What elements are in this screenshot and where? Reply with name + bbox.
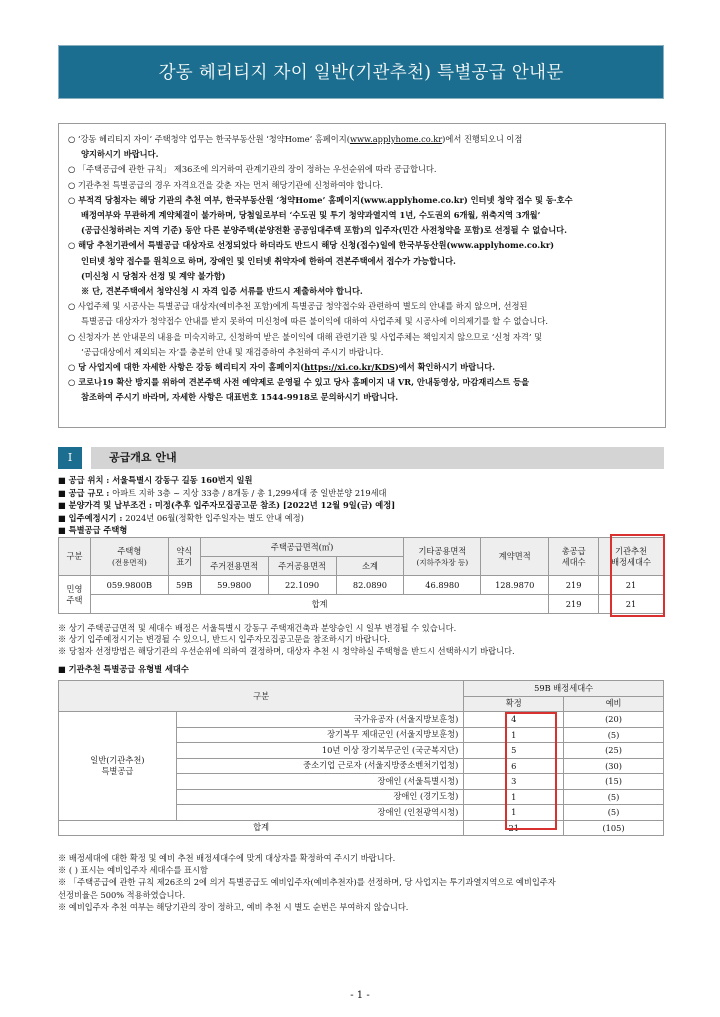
notice-line-2: 양지하시기 바랍니다. — [81, 149, 159, 160]
note-7: 선정비율은 500% 적용하였습니다. — [58, 889, 186, 900]
t2-header-gubun: 구분 — [59, 681, 464, 712]
supply-info — [58, 474, 664, 537]
t2-row-label: 장애인 (서울특별시청) — [176, 774, 464, 790]
notice-line-4: ○ 기관추천 특별공급의 경우 자격요건을 갖춘 자는 먼저 해당기관에 신청하여야 합니다. — [68, 179, 383, 190]
t1-header-common: 주거공용면적 — [268, 557, 336, 576]
t1-cell-type: 059.9800B — [90, 576, 168, 595]
xi-homepage-link[interactable]: https://xi.co.kr/KDS — [304, 362, 395, 373]
t1-header-subtotal: 소계 — [336, 557, 404, 576]
notice-line-18: 참조하여 주시기 바라며, 자세한 사항은 대표번호 1544-9918로 문의하시기 바랍니다. — [81, 392, 399, 403]
info-house-type: ■ 특별공급 주택형 — [58, 525, 128, 535]
notice-line-15: ‘공급대상에서 제외되는 자’를 충분히 안내 및 재검증하여 추천하여 주시기 바랍니다. — [81, 346, 384, 357]
note-4: ※ 배정세대에 대한 확정 및 예비 추천 배정세대수에 맞게 대상자를 확정하여 주시기 바랍니다. — [58, 853, 396, 863]
notice-line-8: ○ 해당 추천기관에서 특별공급 대상자로 선정되었다 하더라도 반드시 해당 신청(접수)일에 한국부동산원(www.applyhome.co.kr) — [68, 240, 555, 251]
notice-line-12: ○ 사업주체 및 시공사는 특별공급 대상자(예비추천 포함)에게 특별공급 청약접수와 관련하여 별도의 안내를 하지 않으며, 선정된 — [68, 301, 528, 312]
allocation-table — [58, 680, 664, 836]
notice-line-5: ○ 부적격 당첨자는 해당 기관의 추천 여부, 한국부동산원 ‘청약Home’ 홈페이지(www.applyhome.co.kr) 인터넷 청약 접수 및 동·호수 — [68, 194, 573, 205]
t2-row-confirm: 4 — [464, 712, 564, 728]
note-6: ※ 「주택공급에 관한 규칙 제26조의 2에 의거 특별공급도 예비입주자(예비추천자)를 선정하며, 당 사업지는 투기과열지역으로 예비입주자 — [58, 877, 556, 888]
note-1: ※ 상기 주택공급면적 및 세대수 배정은 서울특별시 강동구 주택재건축과 분양승인 시 일부 변경될 수 있습니다. — [58, 623, 457, 633]
t2-row-reserve: (15) — [564, 774, 664, 790]
notice-line-7: (공급신청하려는 지역 기준) 동안 다른 분양주택(분양전환 공공임대주택 포함)의 입주자(민간 사전청약을 포함)로 선정될 수 없습니다. — [81, 225, 568, 236]
section-title: 공급개요 안내 — [91, 447, 664, 469]
t1-cell-common: 22.1090 — [268, 576, 336, 595]
info-move-in: ■ 입주예정시기 : 2024년 06월(정확한 입주일자는 별도 안내 예정) — [58, 512, 304, 523]
section-header — [58, 447, 664, 469]
t1-header-inst: 기관추천 배정세대수 — [599, 538, 664, 576]
t2-row-reserve: (5) — [564, 727, 664, 743]
notice-line-11: ※ 단, 견본주택에서 청약신청 시 자격 입증 서류를 반드시 제출하셔야 합니다. — [81, 286, 363, 297]
t1-header-total: 총공급 세대수 — [549, 538, 599, 576]
notice-line-6: 배정여부와 무관하게 계약체결이 불가하며, 당첨일로부터 ‘수도권 및 투기 청약과열지역 1년, 수도권외 6개월, 위축지역 3개월’ — [81, 210, 541, 221]
t1-header-abbr: 약식 표기 — [168, 538, 200, 576]
t2-sum-confirm: 21 — [464, 820, 564, 836]
t2-row-label: 장기복무 제대군인 (서울지방보훈청) — [176, 727, 464, 743]
notice-line-3: ○ 「주택공급에 관한 규칙」 제36조에 의거하여 관계기관의 장이 정하는 우선순위에 따라 공급합니다. — [68, 164, 437, 175]
t2-header-reserve: 예비 — [564, 696, 664, 712]
t1-header-contract: 계약면적 — [481, 538, 549, 576]
notice-line-13: 특별공급 대상자가 청약접수 안내를 받지 못하여 미신청에 따른 불이익에 대하여 사업주체 및 시공사에 이의제기를 할 수 없습니다. — [81, 316, 548, 327]
note-8: ※ 예비입주자 추천 여부는 해당기관의 장이 정하고, 예비 추천 시 별도 순번은 부여하지 않습니다. — [58, 901, 409, 912]
info-location: ■ 공급 위치 : 서울특별시 강동구 길동 160번지 일원 — [58, 475, 253, 485]
info-scale: ■ 공급 규모 : 아파트 지하 3층 ~ 지상 33층 / 8개동 / 총 1,299세대 중 일반분양 219세대 — [58, 487, 387, 498]
t2-row-confirm: 1 — [464, 789, 564, 805]
t2-header-group: 59B 배정세대수 — [464, 681, 664, 697]
notice-line-9: 인터넷 청약 접수를 원칙으로 하며, 장애인 및 인터넷 취약자에 한하여 견본주택에서 접수가 가능합니다. — [81, 255, 456, 266]
t2-row-reserve: (5) — [564, 805, 664, 821]
t1-cell-abbr: 59B — [168, 576, 200, 595]
notice-line-14: ○ 신청자가 본 안내문의 내용을 미숙지하고, 신청하여 받은 불이익에 대해 관련기관 및 사업주체는 책임지지 않으므로 ‘신청 자격’ 및 — [68, 331, 543, 342]
note-5: ※ ( ) 표시는 예비입주자 세대수를 표시함 — [58, 865, 208, 876]
table-row — [59, 595, 664, 614]
t2-sum-reserve: (105) — [564, 820, 664, 836]
table-row — [59, 712, 664, 728]
note-2: ※ 상기 입주예정시기는 변경될 수 있으니, 반드시 입주자모집공고문을 참조하시기 바랍니다. — [58, 634, 390, 645]
t1-row-group: 민영 주택 — [59, 576, 91, 614]
t2-row-confirm: 1 — [464, 805, 564, 821]
notice-line-1: ○ ‘강동 헤리티지 자이’ 주택청약 업무는 한국부동산원 ‘청약Home’ 홈페이지(www.applyhome.co.kr)에서 진행되오니 이점 — [68, 134, 523, 144]
house-type-table — [58, 537, 664, 614]
t1-cell-subtotal: 82.0890 — [336, 576, 404, 595]
t2-row-confirm: 1 — [464, 727, 564, 743]
allocation-subtitle: ■ 기관추천 특별공급 유형별 세대수 — [58, 664, 189, 674]
t2-row-label: 장애인 (인천광역시청) — [176, 805, 464, 821]
t2-row-confirm: 5 — [464, 743, 564, 759]
t1-cell-contract: 128.9870 — [481, 576, 549, 595]
t1-header-type: 주택형 (전용면적) — [90, 538, 168, 576]
table1-notes — [58, 623, 515, 657]
t1-cell-inst: 21 — [599, 576, 664, 595]
t2-header-confirm: 확정 — [464, 696, 564, 712]
t1-header-private: 주거전용면적 — [200, 557, 268, 576]
t1-header-area: 주택공급면적(㎡) — [200, 538, 404, 557]
applyhome-link[interactable]: www.applyhome.co.kr — [349, 134, 443, 144]
t1-cell-other: 46.8980 — [404, 576, 481, 595]
t2-sum-label: 합계 — [59, 820, 464, 836]
info-price: ■ 분양가격 및 납부조건 : 미정(추후 입주자모집공고문 참조) [2022년 12월 9일(금) 예정] — [58, 500, 396, 510]
t2-row-confirm: 3 — [464, 774, 564, 790]
document-title: 강동 헤리티지 자이 일반(기관추천) 특별공급 안내문 — [58, 45, 664, 99]
notice-line-16: ○ 당 사업지에 대한 자세한 사항은 강동 헤리티지 자이 홈페이지(https://xi.co.kr/KDS)에서 확인하시기 바랍니다. — [68, 362, 496, 373]
section-number: I — [58, 447, 82, 469]
t2-row-reserve: (30) — [564, 758, 664, 774]
t2-row-label: 국가유공자 (서울지방보훈청) — [176, 712, 464, 728]
t1-header-gubun: 구분 — [59, 538, 91, 576]
t1-header-other: 기타공용면적 (지하주차장 등) — [404, 538, 481, 576]
notice-box — [58, 123, 666, 428]
allocation-notes — [58, 852, 556, 913]
t1-cell-private: 59.9800 — [200, 576, 268, 595]
t2-category: 일반(기관추천) 특별공급 — [59, 712, 177, 821]
page-number: - 1 - — [350, 990, 370, 1001]
t2-row-reserve: (5) — [564, 789, 664, 805]
t2-row-confirm: 6 — [464, 758, 564, 774]
t2-row-label: 10년 이상 장기복무군인 (국군복지단) — [176, 743, 464, 759]
t2-row-reserve: (25) — [564, 743, 664, 759]
t2-row-reserve: (20) — [564, 712, 664, 728]
note-3: ※ 당첨자 선정방법은 해당기관의 우선순위에 의하여 결정하며, 대상자 추천 시 청약하실 주택형을 반드시 선택하시기 바랍니다. — [58, 645, 515, 656]
t1-sum-inst: 21 — [599, 595, 664, 614]
t1-sum-label: 합계 — [90, 595, 548, 614]
table-row — [59, 820, 664, 836]
t2-row-label: 장애인 (경기도청) — [176, 789, 464, 805]
notice-line-17: ○ 코로나19 확산 방지를 위하여 견본주택 사전 예약제로 운영될 수 있고 당사 홈페이지 내 VR, 안내동영상, 마감재리스트 등을 — [68, 377, 530, 388]
t1-sum-total: 219 — [549, 595, 599, 614]
table-row — [59, 576, 664, 595]
t1-cell-total: 219 — [549, 576, 599, 595]
t2-row-label: 중소기업 근로자 (서울지방중소벤처기업청) — [176, 758, 464, 774]
notice-line-10: (미신청 시 당첨자 선정 및 계약 불가함) — [81, 270, 226, 281]
